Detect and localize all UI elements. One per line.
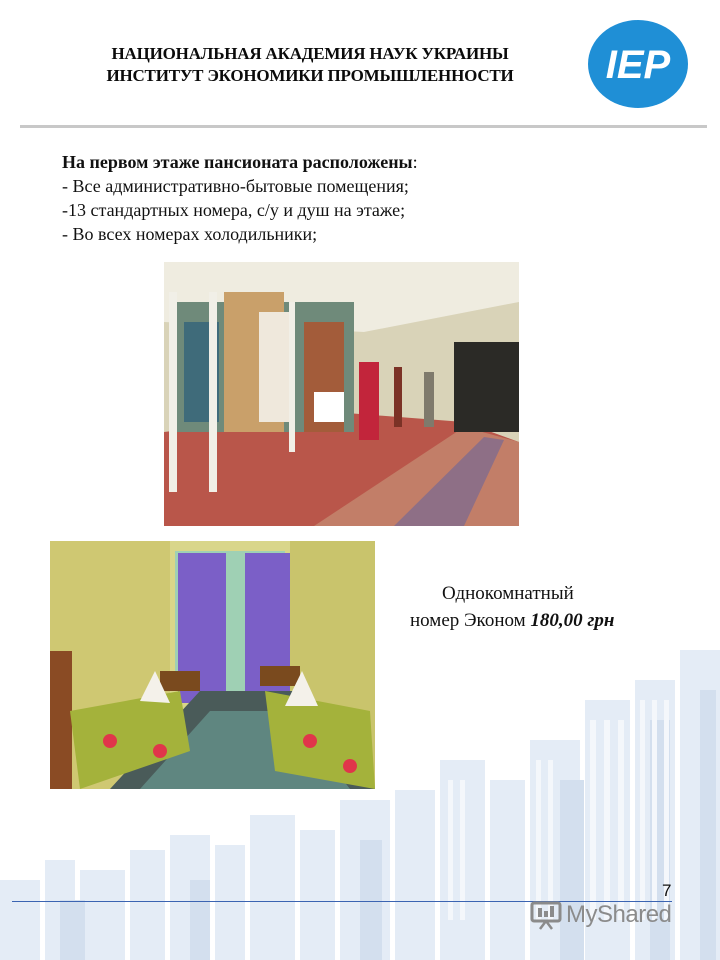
caption-room-class: номер Эконом bbox=[410, 610, 531, 631]
hallway-photo bbox=[164, 262, 519, 526]
caption-room-type: Однокомнатный bbox=[442, 583, 574, 604]
caption-room-price-line bbox=[395, 607, 685, 634]
header-divider bbox=[20, 125, 707, 128]
page-number: 7 bbox=[662, 881, 672, 900]
caption-price: 180,00 грн bbox=[530, 610, 615, 631]
economy-room-photo bbox=[50, 541, 375, 789]
intro-colon: : bbox=[412, 152, 418, 172]
intro-bold: На первом этаже пансионата расположены bbox=[62, 152, 413, 172]
myshared-watermark bbox=[528, 898, 671, 932]
institution-header bbox=[40, 43, 580, 87]
watermark-text: MyShared bbox=[566, 901, 672, 928]
intro-line bbox=[62, 150, 662, 174]
facility-item: - Во всех номерах холодильники; bbox=[62, 224, 318, 244]
header-line-academy: НАЦИОНАЛЬНАЯ АКАДЕМИЯ НАУК УКРАИНЫ bbox=[111, 44, 509, 63]
iep-logo-icon bbox=[578, 18, 694, 112]
header-line-institute: ИНСТИТУТ ЭКОНОМИКИ ПРОМЫШЛЕННОСТИ bbox=[106, 66, 514, 85]
presentation-board-icon bbox=[528, 900, 564, 930]
logo-text: IEP bbox=[605, 43, 671, 87]
facilities-text bbox=[62, 150, 662, 246]
room-caption bbox=[395, 580, 685, 634]
facility-item: - Все административно-бытовые помещения; bbox=[62, 176, 409, 196]
facility-item: -13 стандартных номера, с/у и душ на этаже; bbox=[62, 200, 406, 220]
